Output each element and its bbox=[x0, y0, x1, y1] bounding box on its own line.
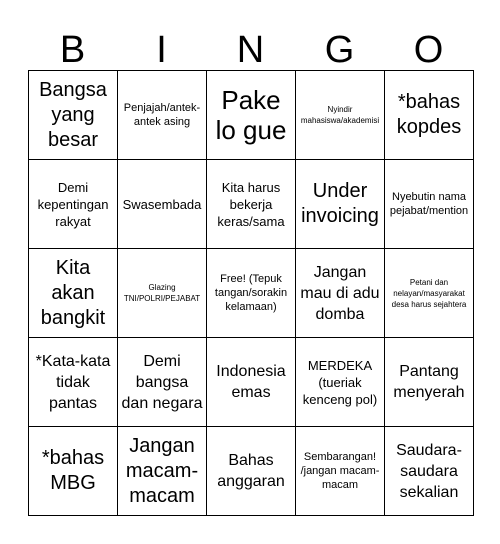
bingo-cell[interactable] bbox=[296, 338, 385, 427]
cell-text: Under invoicing bbox=[301, 180, 379, 227]
bingo-cell[interactable] bbox=[207, 160, 296, 249]
cell-text: Penjajah/antek-antek asing bbox=[123, 102, 201, 128]
cell-text: Kita harus bekerja keras/sama bbox=[217, 179, 285, 229]
cell-text: Pake lo gue bbox=[215, 85, 287, 145]
bingo-cell[interactable] bbox=[29, 427, 118, 516]
bingo-cell[interactable] bbox=[296, 249, 385, 338]
cell-text: Jangan mau di adu domba bbox=[300, 263, 380, 323]
cell-text: *Kata-kata tidak pantas bbox=[35, 352, 111, 412]
header-letter-g: G bbox=[324, 29, 355, 71]
bingo-cell[interactable] bbox=[296, 71, 385, 160]
bingo-cell[interactable] bbox=[207, 338, 296, 427]
bingo-cell[interactable] bbox=[385, 427, 474, 516]
header-letter-o: O bbox=[413, 29, 444, 71]
header-letter-n: N bbox=[236, 29, 265, 71]
bingo-cell[interactable] bbox=[207, 71, 296, 160]
cell-text: Sembarangan! /jangan macam-macam bbox=[300, 451, 380, 491]
cell-text: Indonesia emas bbox=[216, 363, 286, 401]
cell-text: Kita akan bangkit bbox=[40, 256, 106, 329]
bingo-cell[interactable] bbox=[29, 249, 118, 338]
bingo-cell[interactable] bbox=[385, 338, 474, 427]
bingo-header bbox=[28, 30, 473, 70]
bingo-cell[interactable] bbox=[29, 338, 118, 427]
cell-text: Demi bangsa dan negara bbox=[121, 352, 203, 412]
bingo-cell[interactable] bbox=[118, 427, 207, 516]
bingo-cell[interactable] bbox=[296, 427, 385, 516]
bingo-cell[interactable] bbox=[207, 427, 296, 516]
bingo-cell[interactable] bbox=[207, 249, 296, 338]
cell-text: Nyebutin nama pejabat/mention bbox=[389, 191, 469, 217]
bingo-cell[interactable] bbox=[385, 160, 474, 249]
cell-text: *bahas MBG bbox=[41, 447, 105, 494]
bingo-cell[interactable] bbox=[118, 160, 207, 249]
cell-text: MERDEKA (tueriak kenceng pol) bbox=[302, 357, 378, 407]
header-letter-b: B bbox=[59, 29, 86, 71]
cell-text: Nyindir mahasiswa/akademisi bbox=[300, 105, 380, 125]
bingo-cell[interactable] bbox=[29, 71, 118, 160]
bingo-grid bbox=[28, 70, 474, 516]
cell-text: *bahas kopdes bbox=[396, 91, 462, 138]
bingo-cell[interactable] bbox=[118, 338, 207, 427]
bingo-cell[interactable] bbox=[385, 249, 474, 338]
cell-text: Glazing TNI/POLRI/PEJABAT bbox=[123, 283, 201, 303]
cell-text: Bahas anggaran bbox=[217, 452, 285, 490]
cell-text: Demi kepentingan rakyat bbox=[37, 179, 109, 229]
bingo-cell[interactable] bbox=[29, 160, 118, 249]
bingo-cell[interactable] bbox=[118, 249, 207, 338]
cell-text: Free! (Tepuk tangan/sorakin kelamaan) bbox=[214, 273, 288, 313]
cell-text: Jangan macam-macam bbox=[125, 434, 199, 507]
header-letter-i: I bbox=[156, 29, 167, 71]
cell-text: Swasembada bbox=[122, 196, 202, 212]
bingo-cell[interactable] bbox=[118, 71, 207, 160]
cell-text: Saudara-saudara sekalian bbox=[396, 441, 462, 501]
cell-text: Bangsa yang besar bbox=[39, 78, 107, 151]
cell-text: Petani dan nelayan/masyarakat desa harus sejahtera bbox=[391, 277, 467, 309]
cell-text: Pantang menyerah bbox=[393, 363, 465, 401]
bingo-cell[interactable] bbox=[296, 160, 385, 249]
bingo-cell[interactable] bbox=[385, 71, 474, 160]
